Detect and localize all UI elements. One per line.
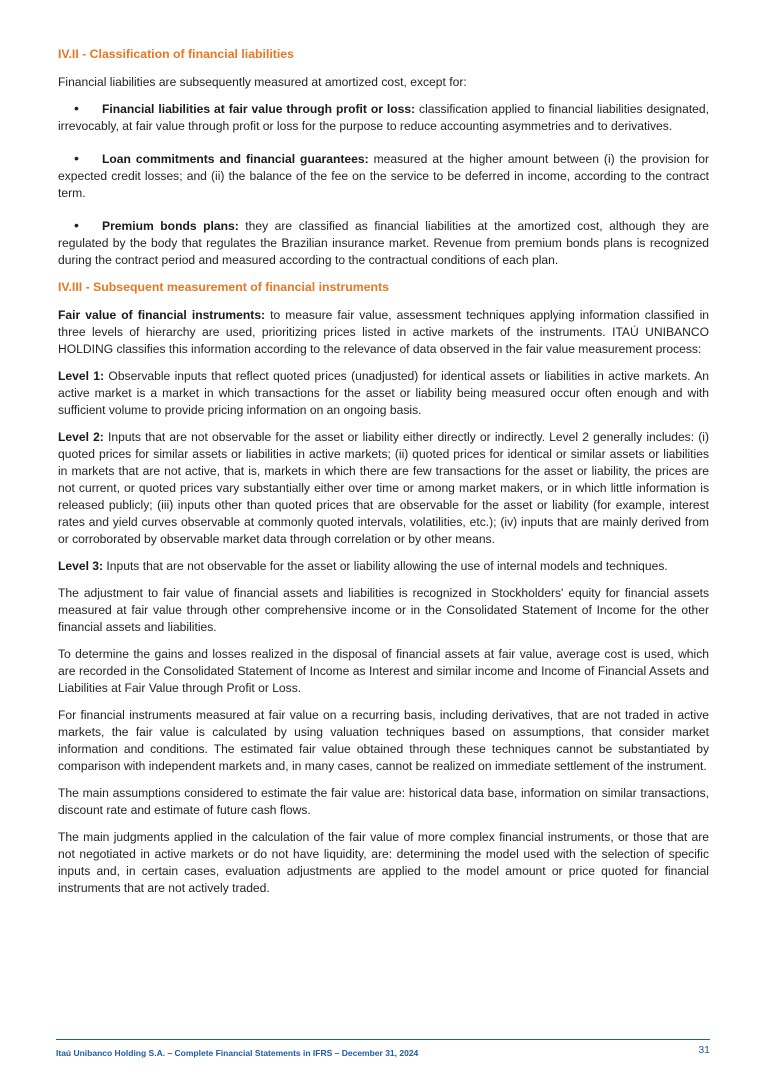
level1-text: Observable inputs that reflect quoted prices (unadjusted) for identical assets or liabilities in active markets. An active market is a market in which transactions for the asset or liability being measured occur often enough and with sufficient volume to provide pricing information on an ongoing basis. (58, 369, 709, 417)
bullet-title: Financial liabilities at fair value through profit or loss: (102, 102, 416, 116)
body-paragraph: The main judgments applied in the calculation of the fair value of more complex financial instruments, or those that are not negotiated in active markets or do not have liquidity, are: determining the model used with the selection of specific inputs and, in certain cases, evaluation adjustments are applied to the model amount or price quoted for financial instruments that are not actively traded. (58, 830, 709, 895)
bullet-title: Premium bonds plans: (102, 219, 239, 233)
fair-value-text: to measure fair value, assessment techniques applying information classified in three levels of hierarchy are used, prioritizing prices listed in active markets of the instruments. ITAÚ UNIBANCO HOLDING classifies this information according to the relevance of data observed in the fair value measurement process: (58, 308, 709, 356)
page-number: 31 (698, 1044, 710, 1056)
bullet-text: measured at the higher amount between (i) the provision for expected credit losses; and (ii) the balance of the fee on the service to be deferred in income, according to the contract term. (58, 152, 709, 200)
level3-paragraph (58, 558, 709, 575)
bullet-item (58, 151, 709, 202)
level3-title: Level 3: (58, 559, 104, 573)
level3-text: Inputs that are not observable for the asset or liability allowing the use of internal models and techniques. (103, 559, 668, 573)
bullet-text: they are classified as financial liabilities at the amortized cost, although they are regulated by the body that regulates the Brazilian insurance market. Revenue from premium bonds plans is recognized during the contract period and measured according to the contractual conditions of each plan. (58, 219, 709, 267)
intro-paragraph: Financial liabilities are subsequently measured at amortized cost, except for: (58, 75, 467, 89)
body-paragraph: For financial instruments measured at fair value on a recurring basis, including derivatives, that are not traded in active markets, the fair value is calculated by using valuation techniques based on assumptions, that consider market information and conditions. The estimated fair value obtained through these techniques cannot be substantiated by comparison with independent markets and, in many cases, cannot be realized on immediate settlement of the instrument. (58, 708, 709, 773)
bullet-icon: • (74, 217, 79, 233)
level2-paragraph (58, 429, 709, 548)
bullet-icon: • (74, 100, 79, 116)
bullet-title: Loan commitments and financial guarantees: (102, 152, 369, 166)
level1-title: Level 1: (58, 369, 105, 383)
bullet-item (58, 101, 709, 135)
body-paragraph: The main assumptions considered to estimate the fair value are: historical data base, information on similar transactions, discount rate and estimate of future cash flows. (58, 786, 709, 817)
fair-value-paragraph (58, 307, 709, 358)
footer-text: Itaú Unibanco Holding S.A. – Complete Financial Statements in IFRS – December 31, 2024 (56, 1048, 419, 1058)
level2-text: Inputs that are not observable for the asset or liability either directly or indirectly. Level 2 generally includes: (i) quoted prices for similar assets or liabilities in active markets; (ii) quoted prices for identical or similar assets or liabilities in markets that are not active, that is, markets in which there are few transactions for the asset or liability, the prices are not current, or quoted prices vary substantially either over time or among market makers, or in which little information is released publicly; (iii) inputs other than quoted prices that are observable for the asset or liability (for example, interest rates and yield curves observable at commonly quoted intervals, volatilities, etc.); (iv) inputs that are mainly derived from or corroborated by observable market data through correlation or by other means. (58, 430, 709, 546)
bullet-item (58, 218, 709, 269)
section-heading-measurement: IV.III - Subsequent measurement of financial instruments (58, 280, 389, 294)
body-paragraph: The adjustment to fair value of financial assets and liabilities is recognized in Stockholders' equity for financial assets measured at fair value through other comprehensive income or in the Consolidated Statement of Income for the other financial assets and liabilities. (58, 586, 709, 634)
section-heading-classification: IV.II - Classification of financial liabilities (58, 47, 294, 61)
document-page (58, 46, 709, 907)
level1-paragraph (58, 368, 709, 419)
bullet-text: classification applied to financial liabilities designated, irrevocably, at fair value through profit or loss for the purpose to reduce accounting asymmetries and to derivatives. (58, 102, 709, 133)
body-paragraph: To determine the gains and losses realized in the disposal of financial assets at fair value, average cost is used, which are recorded in the Consolidated Statement of Income as Interest and similar income and Income of Financial Assets and Liabilities at Fair Value through Profit or Loss. (58, 647, 709, 695)
bullet-icon: • (74, 150, 79, 166)
fair-value-title: Fair value of financial instruments: (58, 308, 266, 322)
page-footer (56, 1039, 710, 1061)
level2-title: Level 2: (58, 430, 104, 444)
